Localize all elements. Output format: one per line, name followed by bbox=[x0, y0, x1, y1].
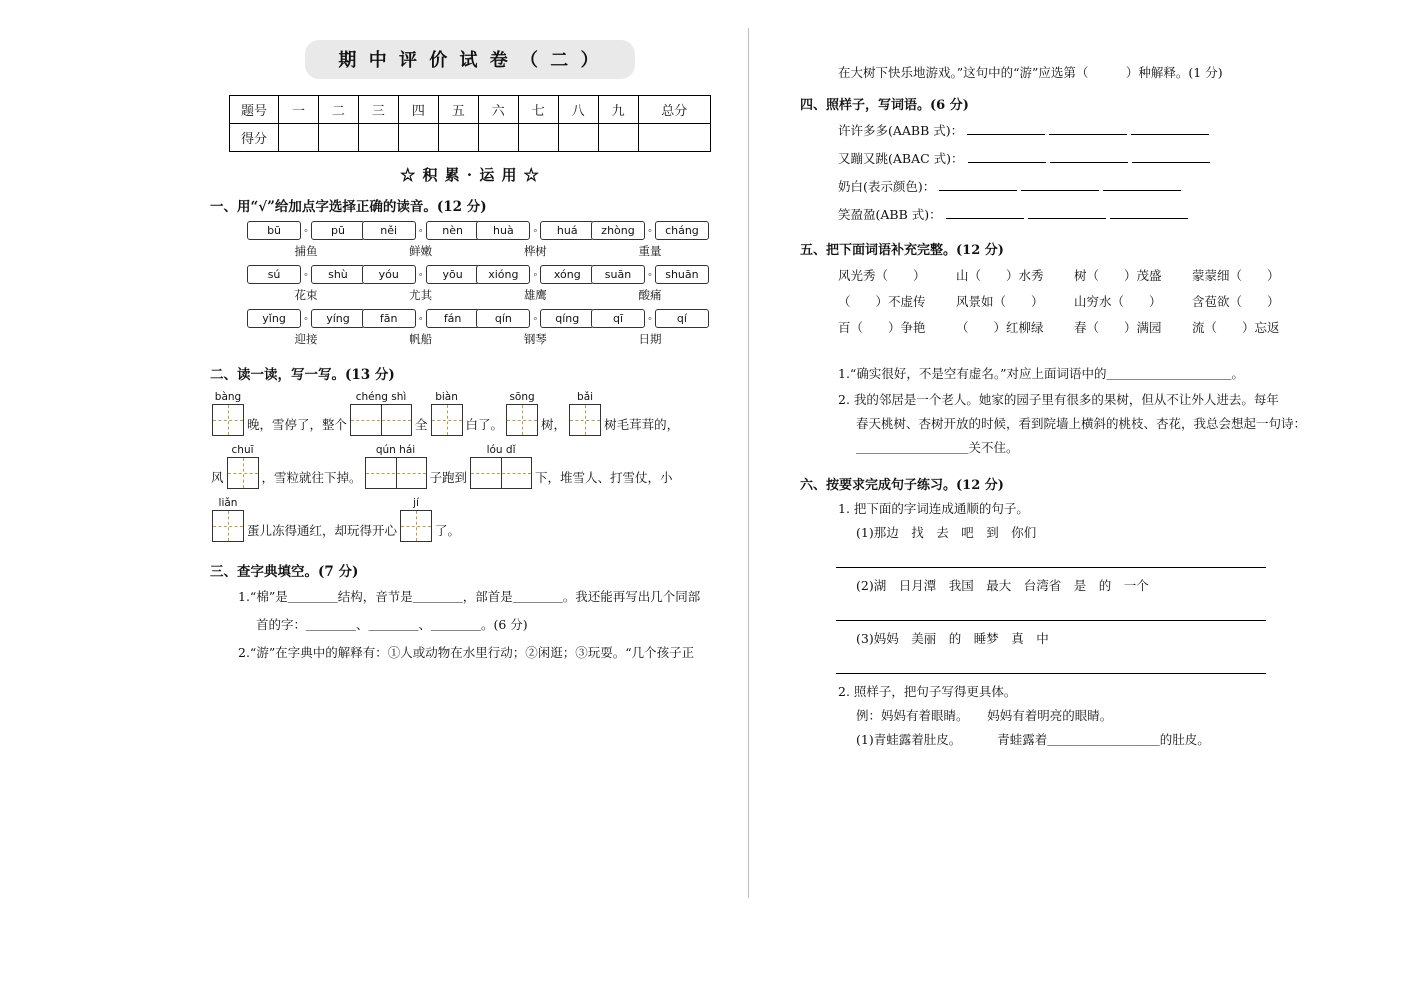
write-text: 子跑到 bbox=[429, 470, 468, 485]
exercise-prompt: (1)青蛙露着肚皮。 bbox=[856, 732, 962, 747]
write-cell bbox=[569, 389, 601, 436]
question-4-label-4: 笑盈盈(ABB 式)： bbox=[838, 207, 942, 222]
pinyin-separator: ◦ bbox=[533, 224, 538, 237]
pinyin-word: 帆船 bbox=[409, 332, 433, 346]
idiom-cell[interactable]: （ ）不虚传 bbox=[838, 294, 926, 309]
idiom-cell[interactable]: 含苞欲（ ） bbox=[1192, 294, 1280, 309]
tianzige-box[interactable] bbox=[227, 457, 259, 489]
pinyin-word: 雄鹰 bbox=[523, 288, 547, 302]
score-col-8: 八 bbox=[558, 96, 598, 124]
tianzige-box[interactable] bbox=[400, 510, 432, 542]
paper-title-banner bbox=[305, 40, 635, 79]
pinyin-word: 迎接 bbox=[294, 332, 318, 346]
pinyin-option-b[interactable]: yōu bbox=[426, 265, 480, 284]
pinyin-group bbox=[594, 265, 706, 303]
idiom-cell[interactable]: 树（ ）茂盛 bbox=[1074, 268, 1162, 283]
pinyin-separator: ◦ bbox=[648, 268, 652, 281]
answer-blank[interactable] bbox=[1028, 204, 1106, 219]
write-text: 下，堆雪人、打雪仗，小 bbox=[535, 470, 673, 485]
answer-blank[interactable] bbox=[1131, 120, 1209, 135]
idiom-cell[interactable]: 蒙蒙细（ ） bbox=[1192, 268, 1280, 283]
pinyin-word: 鲜嫩 bbox=[409, 244, 433, 258]
pinyin-group bbox=[365, 221, 477, 259]
score-col-3: 三 bbox=[358, 96, 398, 124]
pinyin-option-a[interactable]: něi bbox=[362, 221, 416, 240]
pinyin-separator: ◦ bbox=[304, 224, 308, 237]
question-4-label-3: 奶白(表示颜色)： bbox=[838, 179, 936, 194]
score-cell-9[interactable] bbox=[598, 124, 638, 152]
score-cell-8[interactable] bbox=[558, 124, 598, 152]
answer-blank[interactable] bbox=[1049, 120, 1127, 135]
write-text: 晚，雪停了，整个 bbox=[247, 417, 348, 432]
answer-blank[interactable] bbox=[946, 204, 1024, 219]
score-col-2: 二 bbox=[318, 96, 358, 124]
question-5-sub-2c: ＿＿＿＿＿＿＿＿＿关不住。 bbox=[856, 440, 1019, 455]
pinyin-group bbox=[250, 265, 362, 303]
write-pinyin: liǎn bbox=[218, 497, 238, 509]
write-pinyin: sōng bbox=[509, 391, 535, 403]
write-pinyin: bàng bbox=[214, 391, 242, 403]
pinyin-option-a[interactable]: yǐng bbox=[247, 309, 301, 328]
question-4-heading: 四、照样子，写词语。(6 分) bbox=[800, 98, 969, 113]
pinyin-option-a[interactable]: yóu bbox=[362, 265, 416, 284]
answer-line[interactable] bbox=[836, 657, 1266, 674]
write-cell bbox=[365, 442, 427, 489]
write-text: 风 bbox=[211, 470, 224, 485]
pinyin-group bbox=[479, 265, 591, 303]
question-6-heading: 六、按要求完成句子练习。(12 分) bbox=[800, 478, 1004, 493]
pinyin-option-b[interactable]: huá bbox=[540, 221, 594, 240]
pinyin-option-b[interactable]: qí bbox=[655, 309, 709, 328]
question-4-item-4 bbox=[838, 204, 1360, 225]
pinyin-option-b[interactable]: fán bbox=[426, 309, 480, 328]
writing-line-3 bbox=[210, 495, 730, 542]
idiom-row-2 bbox=[838, 292, 1360, 310]
pinyin-separator: ◦ bbox=[418, 312, 423, 325]
write-text: ，雪粒就往下掉。 bbox=[261, 470, 362, 485]
write-text: 蛋儿冻得通红，却玩得开心 bbox=[247, 523, 398, 538]
write-pinyin: chéng shì bbox=[355, 391, 407, 403]
score-cell-4[interactable] bbox=[398, 124, 438, 152]
score-cell-7[interactable] bbox=[518, 124, 558, 152]
question-5-sub-1: 1.“确实很好，不是空有虚名。”对应上面词语中的＿＿＿＿＿＿＿＿＿＿。 bbox=[838, 366, 1244, 381]
question-6-item-1: 1. 把下面的字词连成通顺的句子。 bbox=[838, 501, 1029, 516]
answer-blank[interactable] bbox=[1110, 204, 1188, 219]
tianzige-box[interactable] bbox=[470, 457, 532, 489]
idiom-cell[interactable]: 山穷水（ ） bbox=[1074, 294, 1162, 309]
score-col-6: 六 bbox=[478, 96, 518, 124]
pinyin-option-a[interactable]: bū bbox=[247, 221, 301, 240]
score-cell-3[interactable] bbox=[358, 124, 398, 152]
write-cell bbox=[227, 442, 259, 489]
question-4-label-1: 许许多多(AABB 式)： bbox=[838, 123, 964, 138]
score-table bbox=[229, 95, 711, 152]
pinyin-word: 钢琴 bbox=[523, 332, 547, 346]
pinyin-group bbox=[250, 309, 362, 347]
pinyin-separator: ◦ bbox=[418, 224, 423, 237]
idiom-cell[interactable]: 春（ ）满园 bbox=[1074, 320, 1162, 335]
score-cell-5[interactable] bbox=[438, 124, 478, 152]
write-text: 树， bbox=[541, 417, 567, 432]
answer-line[interactable] bbox=[836, 604, 1266, 621]
pinyin-group bbox=[479, 221, 591, 259]
pinyin-separator: ◦ bbox=[304, 312, 308, 325]
score-col-5: 五 bbox=[438, 96, 478, 124]
question-3-item-1: 1.“棉”是＿＿＿＿结构，音节是＿＿＿＿，部首是＿＿＿＿。我还能再写出几个同部 bbox=[238, 589, 701, 604]
tianzige-box[interactable] bbox=[365, 457, 427, 489]
answer-blank[interactable] bbox=[1021, 176, 1099, 191]
writing-line-2 bbox=[210, 442, 730, 489]
idiom-cell[interactable]: 风景如（ ） bbox=[956, 294, 1044, 309]
pinyin-word: 捕鱼 bbox=[294, 244, 318, 258]
answer-line[interactable] bbox=[836, 551, 1266, 568]
pinyin-separator: ◦ bbox=[648, 312, 652, 325]
tianzige-box[interactable] bbox=[569, 404, 601, 436]
write-pinyin: chuī bbox=[231, 444, 254, 456]
write-cell bbox=[431, 389, 463, 436]
score-table-value-row bbox=[230, 124, 711, 152]
score-cell-1[interactable] bbox=[279, 124, 319, 152]
pinyin-group bbox=[365, 309, 477, 347]
score-table-header-row bbox=[230, 96, 711, 124]
pinyin-row-2 bbox=[210, 265, 730, 303]
pinyin-word: 桦树 bbox=[523, 244, 547, 258]
writing-line-1 bbox=[210, 389, 730, 436]
write-pinyin: biàn bbox=[435, 391, 458, 403]
question-4-item-2 bbox=[838, 148, 1360, 169]
write-text: 白了。 bbox=[465, 417, 504, 432]
pinyin-word: 酸痛 bbox=[638, 288, 662, 302]
write-cell bbox=[400, 495, 432, 542]
pinyin-group bbox=[594, 309, 706, 347]
question-1-heading: 一、用“√”给加点字选择正确的读音。(12 分) bbox=[210, 199, 487, 215]
question-4-item-1 bbox=[838, 120, 1360, 141]
pinyin-separator: ◦ bbox=[533, 268, 538, 281]
question-4-label-2: 又蹦又跳(ABAC 式)： bbox=[838, 151, 964, 166]
pinyin-separator: ◦ bbox=[533, 312, 538, 325]
idiom-cell[interactable]: 山（ ）水秀 bbox=[956, 268, 1044, 283]
idiom-cell[interactable]: 百（ ）争艳 bbox=[838, 320, 926, 335]
answer-blank[interactable] bbox=[967, 120, 1045, 135]
exercise-answer[interactable]: 青蛙露着＿＿＿＿＿＿＿＿＿的肚皮。 bbox=[997, 732, 1210, 747]
score-cell-6[interactable] bbox=[478, 124, 518, 152]
left-column bbox=[210, 40, 730, 668]
score-table-row-label-1: 题号 bbox=[230, 96, 279, 124]
question-3-continuation: 在大树下快乐地游戏。”这句中的“游”应选第（ ）种解释。(1 分) bbox=[838, 65, 1223, 80]
idiom-row-3 bbox=[838, 318, 1360, 336]
pinyin-option-b[interactable]: shù bbox=[311, 265, 365, 284]
idiom-cell[interactable]: （ ）红柳绿 bbox=[956, 320, 1044, 335]
score-col-7: 七 bbox=[518, 96, 558, 124]
question-6-sentence-1: (1)那边 找 去 吧 到 你们 bbox=[856, 525, 1037, 540]
pinyin-option-b[interactable]: cháng bbox=[655, 221, 709, 240]
tianzige-box[interactable] bbox=[212, 510, 244, 542]
idiom-cell[interactable]: 风光秀（ ） bbox=[838, 268, 926, 283]
pinyin-separator: ◦ bbox=[304, 268, 308, 281]
write-cell bbox=[470, 442, 532, 489]
question-6-sentence-2: (2)湖 日月潭 我国 最大 台湾省 是 的 一个 bbox=[856, 578, 1149, 593]
write-pinyin: jí bbox=[413, 497, 419, 509]
pinyin-option-b[interactable]: nèn bbox=[426, 221, 480, 240]
pinyin-option-b[interactable]: qíng bbox=[540, 309, 594, 328]
write-pinyin: bǎi bbox=[577, 391, 594, 403]
question-4-item-3 bbox=[838, 176, 1360, 197]
pinyin-option-a[interactable]: xióng bbox=[476, 265, 530, 284]
idiom-cell[interactable]: 流（ ）忘返 bbox=[1192, 320, 1280, 335]
tianzige-box[interactable] bbox=[212, 404, 244, 436]
write-text: 了。 bbox=[435, 523, 461, 538]
page-title: 期 中 评 价 试 卷 （ 二 ） bbox=[338, 50, 602, 71]
question-2-heading: 二、读一读，写一写。(13 分) bbox=[210, 367, 395, 383]
write-cell bbox=[212, 495, 244, 542]
score-table-row-label-2: 得分 bbox=[230, 124, 279, 152]
idiom-row-1 bbox=[838, 266, 1360, 284]
write-text: 树毛茸茸的， bbox=[604, 417, 680, 432]
pinyin-group bbox=[594, 221, 706, 259]
question-5-sub-2b: 春天桃树、杏树开放的时候，看到院墙上横斜的桃枝、杏花，我总会想起一句诗： bbox=[856, 416, 1307, 431]
score-col-1: 一 bbox=[279, 96, 319, 124]
pinyin-option-a[interactable]: qín bbox=[476, 309, 530, 328]
pinyin-group bbox=[479, 309, 591, 347]
pinyin-separator: ◦ bbox=[648, 224, 652, 237]
question-3-item-2: 2.“游”在字典中的解释有：①人或动物在水里行动；②闲逛；③玩耍。“几个孩子正 bbox=[238, 645, 695, 660]
pinyin-option-a[interactable]: sú bbox=[247, 265, 301, 284]
score-cell-total[interactable] bbox=[638, 124, 710, 152]
pinyin-option-b[interactable]: shuān bbox=[655, 265, 709, 284]
pinyin-separator: ◦ bbox=[418, 268, 423, 281]
answer-blank[interactable] bbox=[939, 176, 1017, 191]
question-6-sentence-3: (3)妈妈 美丽 的 睡梦 真 中 bbox=[856, 631, 1049, 646]
pinyin-row-1 bbox=[210, 221, 730, 259]
write-pinyin: qún hái bbox=[375, 444, 416, 456]
pinyin-option-b[interactable]: pū bbox=[311, 221, 365, 240]
answer-blank[interactable] bbox=[1103, 176, 1181, 191]
pinyin-group bbox=[250, 221, 362, 259]
question-6-item-2: 2. 照样子，把句子写得更具体。 bbox=[838, 684, 1017, 699]
pinyin-option-a[interactable]: fān bbox=[362, 309, 416, 328]
tianzige-box[interactable] bbox=[431, 404, 463, 436]
score-col-total: 总分 bbox=[638, 96, 710, 124]
pinyin-word: 尤其 bbox=[409, 288, 433, 302]
write-cell bbox=[350, 389, 412, 436]
section-banner: ☆ 积 累 · 运 用 ☆ bbox=[400, 166, 540, 184]
question-5-sub-2: 2. 我的邻居是一个老人。她家的园子里有很多的果树，但从不让外人进去。每年 bbox=[838, 392, 1279, 407]
pinyin-group bbox=[365, 265, 477, 303]
write-text: 全 bbox=[415, 417, 428, 432]
write-cell bbox=[212, 389, 244, 436]
pinyin-option-b[interactable]: yíng bbox=[311, 309, 365, 328]
pinyin-word: 花束 bbox=[294, 288, 318, 302]
tianzige-box[interactable] bbox=[350, 404, 412, 436]
right-column bbox=[800, 58, 1360, 752]
answer-blank[interactable] bbox=[1050, 148, 1128, 163]
question-5-heading: 五、把下面词语补充完整。(12 分) bbox=[800, 243, 1004, 258]
question-6-exercise-1 bbox=[856, 728, 1360, 752]
question-3-heading: 三、查字典填空。(7 分) bbox=[210, 564, 359, 580]
page-divider bbox=[748, 28, 749, 898]
score-col-4: 四 bbox=[398, 96, 438, 124]
pinyin-row-3 bbox=[210, 309, 730, 347]
write-cell bbox=[506, 389, 538, 436]
pinyin-option-a[interactable]: suān bbox=[591, 265, 645, 284]
question-6-example: 例：妈妈有着眼睛。 妈妈有着明亮的眼睛。 bbox=[856, 708, 1113, 723]
score-cell-2[interactable] bbox=[318, 124, 358, 152]
pinyin-option-a[interactable]: qī bbox=[591, 309, 645, 328]
tianzige-box[interactable] bbox=[506, 404, 538, 436]
pinyin-option-a[interactable]: zhòng bbox=[591, 221, 645, 240]
answer-blank[interactable] bbox=[968, 148, 1046, 163]
pinyin-option-a[interactable]: huà bbox=[476, 221, 530, 240]
write-pinyin: lóu dǐ bbox=[486, 444, 516, 456]
pinyin-word: 重量 bbox=[638, 244, 662, 258]
pinyin-word: 日期 bbox=[638, 332, 662, 346]
question-3-item-1b: 首的字：＿＿＿＿、＿＿＿＿、＿＿＿＿。(6 分) bbox=[256, 617, 528, 632]
answer-blank[interactable] bbox=[1132, 148, 1210, 163]
score-col-9: 九 bbox=[598, 96, 638, 124]
pinyin-option-b[interactable]: xóng bbox=[540, 265, 594, 284]
